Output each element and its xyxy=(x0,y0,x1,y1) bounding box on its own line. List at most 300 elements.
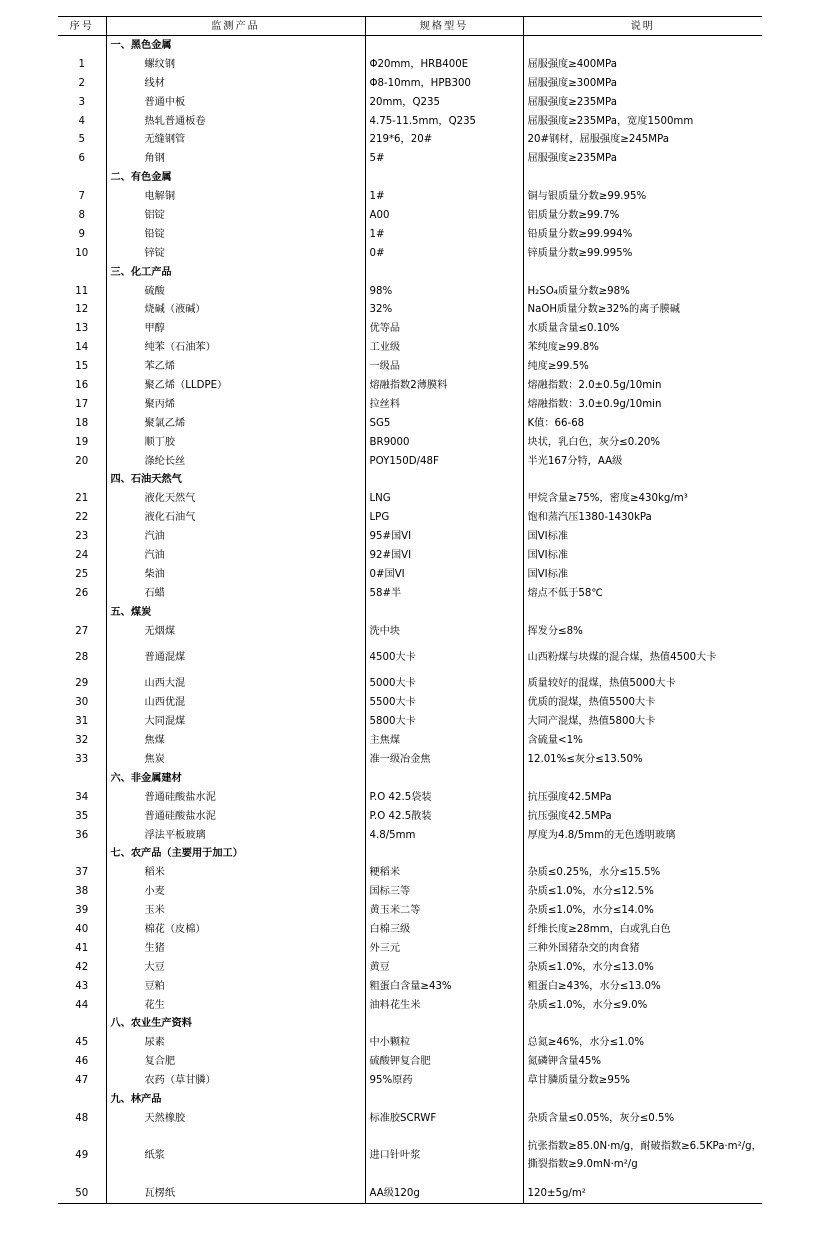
table-row xyxy=(58,225,762,244)
product-note: 120±5g/m² xyxy=(523,1184,762,1203)
category-title: 三、化工产品 xyxy=(106,263,365,282)
category-no-cell xyxy=(58,36,106,55)
product-note: 块状，乳白色，灰分≤0.20% xyxy=(527,436,661,448)
product-spec: 58#半 xyxy=(365,584,523,603)
category-row xyxy=(58,1015,762,1034)
row-number: 11 xyxy=(58,282,106,301)
category-spec-cell xyxy=(365,168,523,187)
table-row xyxy=(58,206,762,225)
product-note: 挥发分≤8% xyxy=(527,625,583,637)
category-spec-cell xyxy=(365,769,523,788)
product-name: 热轧普通板卷 xyxy=(106,112,365,131)
row-number: 14 xyxy=(58,338,106,357)
product-name: 普通硅酸盐水泥 xyxy=(106,807,365,826)
product-name: 汽油 xyxy=(106,527,365,546)
product-spec: Φ20mm，HRB400E xyxy=(365,55,523,74)
category-spec-cell xyxy=(365,36,523,55)
row-number: 24 xyxy=(58,546,106,565)
table-row xyxy=(58,1071,762,1090)
product-name: 线材 xyxy=(106,74,365,93)
product-name: 硫酸 xyxy=(106,282,365,301)
table-row xyxy=(58,395,762,414)
header-spec: 规格型号 xyxy=(365,17,523,36)
table-row xyxy=(58,300,762,319)
row-number: 40 xyxy=(58,920,106,939)
row-number: 2 xyxy=(58,74,106,93)
header-note: 说明 xyxy=(523,17,762,36)
product-spec: Φ8-10mm，HPB300 xyxy=(365,74,523,93)
row-number: 17 xyxy=(58,395,106,414)
category-no-cell xyxy=(58,263,106,282)
product-spec: 油料花生米 xyxy=(365,996,523,1015)
category-title: 一、黑色金属 xyxy=(106,36,365,55)
category-note-cell xyxy=(523,36,762,55)
product-note: 山西粉煤与块煤的混合煤，热值4500大卡 xyxy=(527,651,717,663)
category-note-cell xyxy=(523,263,762,282)
product-name: 石蜡 xyxy=(106,584,365,603)
product-note: 饱和蒸汽压1380-1430kPa xyxy=(527,512,652,524)
product-note: 杂质≤1.0%，水分≤9.0% xyxy=(527,999,648,1011)
product-spec: 中小颗粒 xyxy=(365,1033,523,1052)
product-spec: 95#国VI xyxy=(365,527,523,546)
product-name: 天然橡胶 xyxy=(106,1109,365,1128)
product-note: 纯度≥99.5% xyxy=(527,361,589,373)
product-name: 山西优混 xyxy=(106,693,365,712)
product-note: 熔融指数：3.0±0.9g/10min xyxy=(527,398,662,410)
category-title: 四、石油天然气 xyxy=(106,470,365,489)
product-name: 纯苯（石油苯） xyxy=(106,338,365,357)
product-note: 熔点不低于58℃ xyxy=(527,587,603,599)
product-spec: 黄玉米二等 xyxy=(365,901,523,920)
row-number: 25 xyxy=(58,565,106,584)
table-row xyxy=(58,1109,762,1128)
product-spec: 0# xyxy=(365,244,523,263)
product-note: 优质的混煤，热值5500大卡 xyxy=(527,697,656,709)
table-row xyxy=(58,244,762,263)
row-number: 35 xyxy=(58,807,106,826)
row-number: 28 xyxy=(58,641,106,675)
category-title: 七、农产品（主要用于加工） xyxy=(106,845,365,864)
table-row xyxy=(58,641,762,675)
row-number: 8 xyxy=(58,206,106,225)
table-row xyxy=(58,1033,762,1052)
table-row xyxy=(58,807,762,826)
product-note: 甲烷含量≥75%，密度≥430kg/m³ xyxy=(527,493,688,505)
row-number: 50 xyxy=(58,1184,106,1203)
category-title: 八、农业生产资料 xyxy=(106,1015,365,1034)
product-note: 杂质≤0.25%，水分≤15.5% xyxy=(527,867,661,879)
product-spec: 5800大卡 xyxy=(365,712,523,731)
row-number: 37 xyxy=(58,863,106,882)
product-spec: P.O 42.5散装 xyxy=(365,807,523,826)
product-name: 聚乙烯（LLDPE） xyxy=(106,376,365,395)
table-row xyxy=(58,939,762,958)
table-row xyxy=(58,414,762,433)
product-name: 苯乙烯 xyxy=(106,357,365,376)
product-spec: 熔融指数2薄膜料 xyxy=(365,376,523,395)
category-no-cell xyxy=(58,168,106,187)
row-number: 36 xyxy=(58,826,106,845)
product-note: 抗压强度42.5MPa xyxy=(527,791,612,803)
product-name: 铅锭 xyxy=(106,225,365,244)
product-note: 质量较好的混煤，热值5000大卡 xyxy=(527,678,676,690)
product-spec: BR9000 xyxy=(365,433,523,452)
table-row xyxy=(58,282,762,301)
product-name: 农药（草甘膦） xyxy=(106,1071,365,1090)
product-name: 瓦楞纸 xyxy=(106,1184,365,1203)
table-row xyxy=(58,565,762,584)
monitoring-products-table xyxy=(58,16,762,1204)
table-row xyxy=(58,357,762,376)
row-number: 16 xyxy=(58,376,106,395)
table-row xyxy=(58,788,762,807)
product-name: 汽油 xyxy=(106,546,365,565)
table-row xyxy=(58,149,762,168)
product-spec: 1# xyxy=(365,187,523,206)
product-note: 铝质量分数≥99.7% xyxy=(527,209,620,221)
product-note: 苯纯度≥99.8% xyxy=(527,342,599,354)
category-spec-cell xyxy=(365,603,523,622)
category-title: 六、非金属建材 xyxy=(106,769,365,788)
product-name: 无烟煤 xyxy=(106,622,365,641)
product-spec: LNG xyxy=(365,489,523,508)
row-number: 45 xyxy=(58,1033,106,1052)
product-spec: 洗中块 xyxy=(365,622,523,641)
category-row xyxy=(58,470,762,489)
product-spec: 外三元 xyxy=(365,939,523,958)
category-row xyxy=(58,168,762,187)
product-spec: 32% xyxy=(365,300,523,319)
product-spec: 拉丝料 xyxy=(365,395,523,414)
product-name: 焦炭 xyxy=(106,750,365,769)
product-note: 大同产混煤，热值5800大卡 xyxy=(527,716,656,728)
product-name: 复合肥 xyxy=(106,1052,365,1071)
table-body xyxy=(58,36,762,1204)
table-row xyxy=(58,130,762,149)
row-number: 46 xyxy=(58,1052,106,1071)
product-spec: 20mm，Q235 xyxy=(365,93,523,112)
category-no-cell xyxy=(58,1090,106,1109)
product-name: 普通硅酸盐水泥 xyxy=(106,788,365,807)
product-spec: 0#国VI xyxy=(365,565,523,584)
table-row xyxy=(58,920,762,939)
product-spec: 92#国VI xyxy=(365,546,523,565)
category-no-cell xyxy=(58,769,106,788)
row-number: 26 xyxy=(58,584,106,603)
product-name: 花生 xyxy=(106,996,365,1015)
category-note-cell xyxy=(523,1015,762,1034)
row-number: 19 xyxy=(58,433,106,452)
product-spec: AA级120g xyxy=(365,1184,523,1203)
row-number: 47 xyxy=(58,1071,106,1090)
product-name: 大同混煤 xyxy=(106,712,365,731)
product-spec: 硫酸钾复合肥 xyxy=(365,1052,523,1071)
category-spec-cell xyxy=(365,845,523,864)
row-number: 13 xyxy=(58,319,106,338)
product-note: 杂质≤1.0%，水分≤12.5% xyxy=(527,886,654,898)
product-name: 涤纶长丝 xyxy=(106,452,365,471)
row-number: 12 xyxy=(58,300,106,319)
product-name: 电解铜 xyxy=(106,187,365,206)
product-note: H₂SO₄质量分数≥98% xyxy=(527,285,630,297)
product-name: 普通混煤 xyxy=(106,641,365,675)
product-note: 国VI标准 xyxy=(527,531,569,543)
row-number: 29 xyxy=(58,675,106,694)
table-row xyxy=(58,508,762,527)
table-row xyxy=(58,1128,762,1184)
table-row xyxy=(58,527,762,546)
category-no-cell xyxy=(58,845,106,864)
row-number: 30 xyxy=(58,693,106,712)
product-note: 抗压强度42.5MPa xyxy=(527,810,612,822)
row-number: 7 xyxy=(58,187,106,206)
table-row xyxy=(58,622,762,641)
product-name: 大豆 xyxy=(106,958,365,977)
product-name: 山西大混 xyxy=(106,675,365,694)
product-note: 粗蛋白≥43%，水分≤13.0% xyxy=(527,980,661,992)
product-name: 角钢 xyxy=(106,149,365,168)
product-note: 屈服强度≥235MPa xyxy=(527,96,617,108)
product-spec: P.O 42.5袋装 xyxy=(365,788,523,807)
product-name: 棉花（皮棉） xyxy=(106,920,365,939)
product-name: 小麦 xyxy=(106,882,365,901)
product-name: 铝锭 xyxy=(106,206,365,225)
product-note: 铅质量分数≥99.994% xyxy=(527,228,633,240)
row-number: 27 xyxy=(58,622,106,641)
category-note-cell xyxy=(523,769,762,788)
table-row xyxy=(58,338,762,357)
product-spec: 5# xyxy=(365,149,523,168)
product-note: 抗张指数≥85.0N·m/g，耐破指数≥6.5KPa·m²/g，撕裂指数≥9.0mN·m²/g xyxy=(527,1140,762,1170)
product-spec: 4.75-11.5mm，Q235 xyxy=(365,112,523,131)
product-name: 液化天然气 xyxy=(106,489,365,508)
product-note: 总氮≥46%，水分≤1.0% xyxy=(527,1037,645,1049)
product-spec: 95%原药 xyxy=(365,1071,523,1090)
table-row xyxy=(58,584,762,603)
row-number: 9 xyxy=(58,225,106,244)
category-no-cell xyxy=(58,1015,106,1034)
row-number: 31 xyxy=(58,712,106,731)
product-spec: 优等品 xyxy=(365,319,523,338)
product-name: 无缝钢管 xyxy=(106,130,365,149)
product-name: 稻米 xyxy=(106,863,365,882)
row-number: 41 xyxy=(58,939,106,958)
product-name: 聚氯乙烯 xyxy=(106,414,365,433)
table-row xyxy=(58,452,762,471)
category-no-cell xyxy=(58,470,106,489)
product-name: 螺纹钢 xyxy=(106,55,365,74)
category-note-cell xyxy=(523,845,762,864)
product-name: 尿素 xyxy=(106,1033,365,1052)
row-number: 18 xyxy=(58,414,106,433)
row-number: 5 xyxy=(58,130,106,149)
product-name: 甲醇 xyxy=(106,319,365,338)
product-note: 厚度为4.8/5mm的无色透明玻璃 xyxy=(527,829,676,841)
product-name: 玉米 xyxy=(106,901,365,920)
product-spec: 准一级冶金焦 xyxy=(365,750,523,769)
row-number: 1 xyxy=(58,55,106,74)
product-name: 柴油 xyxy=(106,565,365,584)
product-note: K值：66-68 xyxy=(527,417,585,429)
category-note-cell xyxy=(523,603,762,622)
category-title: 九、林产品 xyxy=(106,1090,365,1109)
row-number: 20 xyxy=(58,452,106,471)
category-row xyxy=(58,36,762,55)
product-name: 顺丁胶 xyxy=(106,433,365,452)
product-spec: 国标三等 xyxy=(365,882,523,901)
row-number: 38 xyxy=(58,882,106,901)
category-spec-cell xyxy=(365,470,523,489)
product-note: 12.01%≤灰分≤13.50% xyxy=(527,754,643,765)
product-spec: 标准胶SCRWF xyxy=(365,1109,523,1128)
table-row xyxy=(58,731,762,750)
product-note: 氮磷钾含量45% xyxy=(527,1056,602,1068)
product-spec: 4500大卡 xyxy=(365,641,523,675)
table-row xyxy=(58,93,762,112)
product-spec: 5000大卡 xyxy=(365,675,523,694)
product-name: 烧碱（液碱） xyxy=(106,300,365,319)
table-row xyxy=(58,187,762,206)
product-name: 浮法平板玻璃 xyxy=(106,826,365,845)
category-note-cell xyxy=(523,470,762,489)
product-note: 锌质量分数≥99.995% xyxy=(527,247,633,259)
product-spec: 进口针叶浆 xyxy=(365,1128,523,1184)
table-row xyxy=(58,74,762,93)
category-note-cell xyxy=(523,1090,762,1109)
table-header xyxy=(58,17,762,36)
category-row xyxy=(58,769,762,788)
product-name: 液化石油气 xyxy=(106,508,365,527)
header-no: 序号 xyxy=(58,17,106,36)
table-row xyxy=(58,996,762,1015)
row-number: 32 xyxy=(58,731,106,750)
category-title: 五、煤炭 xyxy=(106,603,365,622)
product-note: 含硫量<1% xyxy=(527,735,583,747)
table-row xyxy=(58,1052,762,1071)
product-note: 20#钢材，屈服强度≥245MPa xyxy=(527,134,670,146)
row-number: 10 xyxy=(58,244,106,263)
product-name: 焦煤 xyxy=(106,731,365,750)
table-row xyxy=(58,546,762,565)
product-note: 纤维长度≥28mm，白或乳白色 xyxy=(527,924,671,936)
table-row xyxy=(58,958,762,977)
table-row xyxy=(58,55,762,74)
product-spec: 5500大卡 xyxy=(365,693,523,712)
product-spec: 白棉三级 xyxy=(365,920,523,939)
product-name: 生猪 xyxy=(106,939,365,958)
table-row xyxy=(58,319,762,338)
row-number: 44 xyxy=(58,996,106,1015)
product-name: 聚丙烯 xyxy=(106,395,365,414)
product-name: 锌锭 xyxy=(106,244,365,263)
product-spec: POY150D/48F xyxy=(365,452,523,471)
product-note: 屈服强度≥235MPa，宽度1500mm xyxy=(527,115,694,127)
category-row xyxy=(58,845,762,864)
table-row xyxy=(58,433,762,452)
product-note: NaOH质量分数≥32%的离子膜碱 xyxy=(527,304,680,316)
product-note: 杂质≤1.0%，水分≤13.0% xyxy=(527,961,654,973)
table-row xyxy=(58,977,762,996)
product-spec: 主焦煤 xyxy=(365,731,523,750)
row-number: 49 xyxy=(58,1128,106,1184)
table-row xyxy=(58,712,762,731)
product-spec: 98% xyxy=(365,282,523,301)
category-row xyxy=(58,263,762,282)
product-spec: 4.8/5mm xyxy=(365,826,523,845)
table-row xyxy=(58,693,762,712)
row-number: 4 xyxy=(58,112,106,131)
row-number: 23 xyxy=(58,527,106,546)
product-note: 国VI标准 xyxy=(527,568,569,580)
product-note: 三种外国猪杂交的肉食猪 xyxy=(527,942,640,954)
product-spec: 粗蛋白含量≥43% xyxy=(365,977,523,996)
product-name: 纸浆 xyxy=(106,1128,365,1184)
product-note: 草甘膦质量分数≥95% xyxy=(527,1075,630,1087)
product-spec: 工业级 xyxy=(365,338,523,357)
row-number: 42 xyxy=(58,958,106,977)
product-spec: 219*6，20# xyxy=(365,130,523,149)
table-row xyxy=(58,112,762,131)
product-note: 半光167分特，AA级 xyxy=(527,455,623,467)
product-spec: LPG xyxy=(365,508,523,527)
product-note: 水质量含量≤0.10% xyxy=(527,323,620,335)
header-row xyxy=(58,17,762,36)
header-product: 监测产品 xyxy=(106,17,365,36)
row-number: 21 xyxy=(58,489,106,508)
table-row xyxy=(58,826,762,845)
product-spec: SG5 xyxy=(365,414,523,433)
row-number: 39 xyxy=(58,901,106,920)
product-note: 杂质含量≤0.05%，灰分≤0.5% xyxy=(527,1112,675,1124)
row-number: 6 xyxy=(58,149,106,168)
row-number: 3 xyxy=(58,93,106,112)
product-note: 屈服强度≥300MPa xyxy=(527,77,617,89)
table-row xyxy=(58,901,762,920)
row-number: 33 xyxy=(58,750,106,769)
category-no-cell xyxy=(58,603,106,622)
category-spec-cell xyxy=(365,1090,523,1109)
product-note: 屈服强度≥235MPa xyxy=(527,153,617,165)
row-number: 34 xyxy=(58,788,106,807)
product-spec: 一级品 xyxy=(365,357,523,376)
table-row xyxy=(58,1184,762,1203)
table-row xyxy=(58,376,762,395)
category-spec-cell xyxy=(365,1015,523,1034)
category-row xyxy=(58,603,762,622)
table-row xyxy=(58,489,762,508)
row-number: 48 xyxy=(58,1109,106,1128)
table-row xyxy=(58,863,762,882)
product-spec: 粳稻米 xyxy=(365,863,523,882)
product-note: 熔融指数：2.0±0.5g/10min xyxy=(527,379,662,391)
product-spec: 黄豆 xyxy=(365,958,523,977)
category-note-cell xyxy=(523,168,762,187)
row-number: 43 xyxy=(58,977,106,996)
product-note: 屈服强度≥400MPa xyxy=(527,58,617,70)
category-spec-cell xyxy=(365,263,523,282)
product-note: 国VI标准 xyxy=(527,549,569,561)
product-name: 豆粕 xyxy=(106,977,365,996)
product-note: 杂质≤1.0%，水分≤14.0% xyxy=(527,905,654,917)
row-number: 15 xyxy=(58,357,106,376)
product-spec: 1# xyxy=(365,225,523,244)
row-number: 22 xyxy=(58,508,106,527)
product-spec: A00 xyxy=(365,206,523,225)
table-row xyxy=(58,882,762,901)
product-note: 铜与银质量分数≥99.95% xyxy=(527,191,647,203)
category-title: 二、有色金属 xyxy=(106,168,365,187)
table-row xyxy=(58,750,762,769)
